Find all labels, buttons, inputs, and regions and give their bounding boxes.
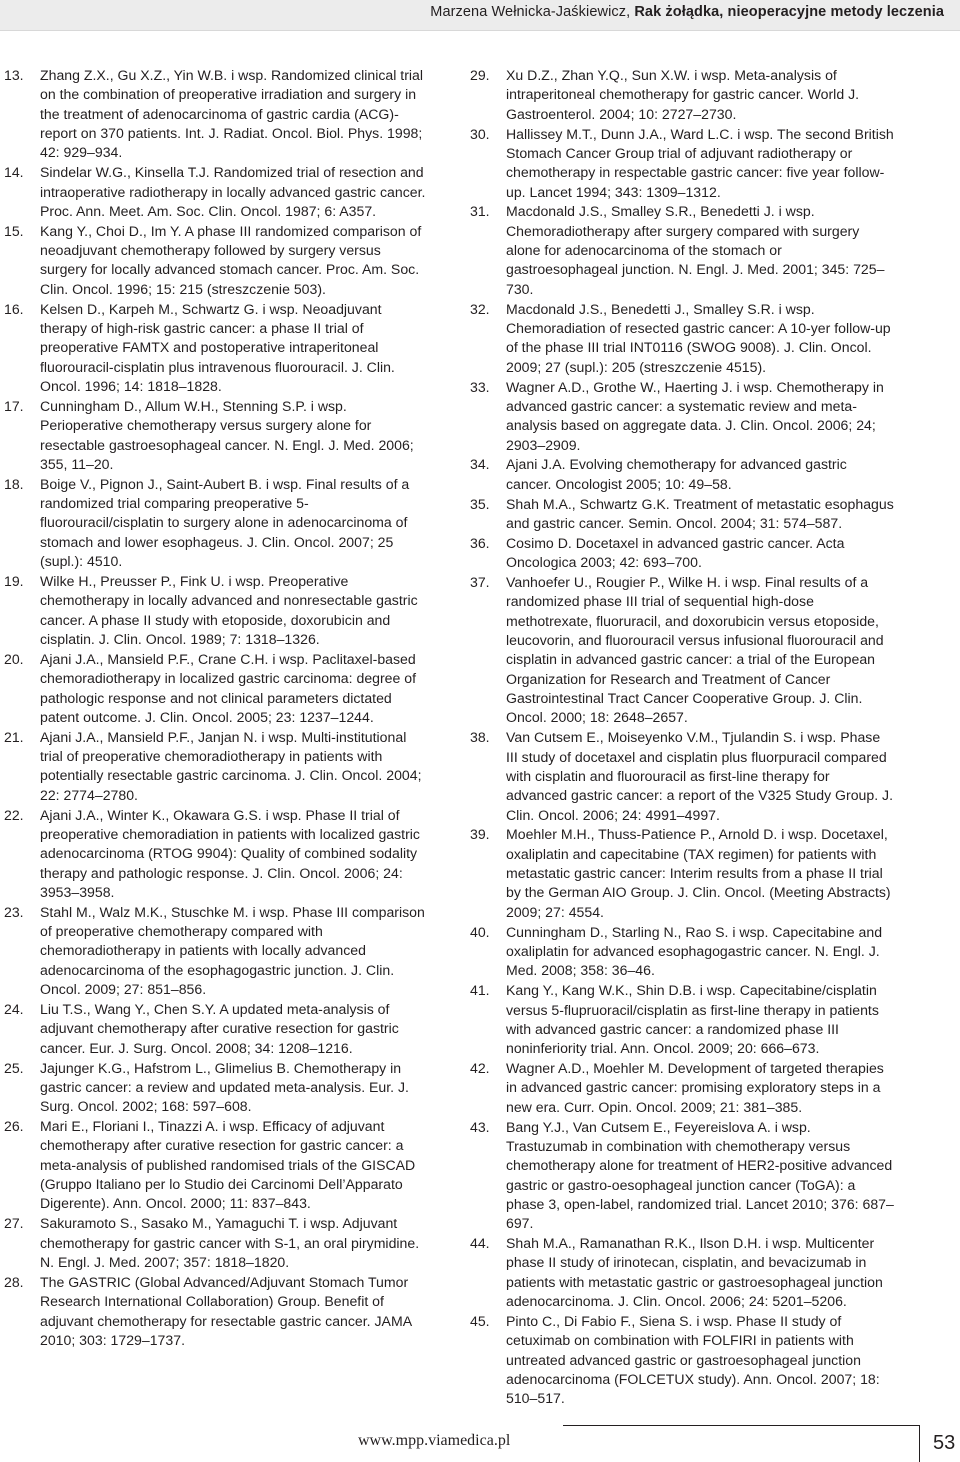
- reference-number: 39.: [470, 826, 490, 843]
- reference-item: [4, 1273, 428, 1350]
- reference-item: [470, 66, 894, 124]
- footer-url[interactable]: www.mpp.viamedica.pl: [358, 1432, 511, 1449]
- reference-item: [470, 495, 894, 534]
- reference-text: Shah M.A., Schwartz G.K. Treatment of metastatic esophagus and gastric cancer. Semin. Oncol. 2004; 31: 574–587.: [506, 495, 894, 531]
- reference-text: Bang Y.J., Van Cutsem E., Feyereislova A. i wsp. Trastuzumab in combination with chemotherapy versus chemotherapy alone for treatment of HER2-positive advanced gastric or gastro-oesophageal junction cancer (ToGA): a phase 3, open-label, randomized trial. Lancet 2010; 376: 687–697.: [506, 1118, 894, 1232]
- reference-number: 37.: [470, 573, 490, 590]
- reference-number: 31.: [470, 203, 490, 220]
- reference-item: [470, 1234, 894, 1311]
- reference-item: [4, 163, 428, 221]
- reference-item: [470, 202, 894, 299]
- reference-text: Ajani J.A. Evolving chemotherapy for advanced gastric cancer. Oncologist 2005; 10: 49–58.: [506, 456, 847, 492]
- references-left-column: [4, 66, 428, 1351]
- reference-number: 44.: [470, 1235, 490, 1252]
- reference-text: Cosimo D. Docetaxel in advanced gastric cancer. Acta Oncologica 2003; 42: 693–700.: [506, 534, 845, 571]
- reference-item: [470, 981, 894, 1058]
- reference-number: 22.: [4, 806, 24, 823]
- footer-rule: [563, 1425, 919, 1426]
- reference-item: [470, 728, 894, 825]
- reference-text: Van Cutsem E., Moiseyenko V.M., Tjulandin S. i wsp. Phase III study of docetaxel and cisplatin plus fluorpuracil compared with cisplatin and fluorouracil as first-line therapy for advanced gastric cancer: a report of the V325 Study Group. J. Clin. Oncol. 2006; 24: 4991–4997.: [506, 729, 894, 823]
- reference-number: 18.: [4, 475, 24, 492]
- reference-number: 41.: [470, 982, 490, 999]
- reference-item: [4, 1214, 428, 1272]
- reference-text: Boige V., Pignon J., Saint-Aubert B. i wsp. Final results of a randomized trial comparing preoperative 5-fluorouracil/cisplatin to surgery alone in adenocarcinoma of stomach and lower esophageus. J. Clin. Oncol. 2007; 25 (supl.): 4510.: [40, 475, 410, 570]
- running-header: [0, 0, 960, 31]
- reference-number: 43.: [470, 1118, 490, 1135]
- reference-item: [4, 1000, 428, 1058]
- reference-number: 20.: [4, 650, 24, 667]
- reference-item: [4, 728, 428, 805]
- reference-item: [470, 125, 894, 202]
- reference-text: Ajani J.A., Mansield P.F., Janjan N. i wsp. Multi-institutional trial of preoperative chemoradiotherapy in patients with potentially resectable gastric carcinoma. J. Clin. Oncol. 2004; 22: 2774–2780.: [40, 728, 422, 803]
- reference-item: [4, 475, 428, 572]
- reference-text: Ajani J.A., Winter K., Okawara G.S. i wsp. Phase II trial of preoperative chemoradiation in patients with localized gastric adenocarcinoma (RTOG 9904): Quality of combined sodality therapy and pathologic response. J. Clin. Oncol. 2006; 24: 3953–3958.: [40, 806, 420, 900]
- reference-number: 34.: [470, 456, 490, 473]
- reference-item: [4, 806, 428, 903]
- reference-number: 21.: [4, 728, 24, 745]
- reference-number: 24.: [4, 1001, 24, 1017]
- reference-number: 32.: [470, 300, 490, 317]
- reference-item: [470, 378, 894, 455]
- reference-text: Xu D.Z., Zhan Y.Q., Sun X.W. i wsp. Meta-analysis of intraperitoneal chemotherapy for gastric cancer. World J. Gastroenterol. 2004; 10: 2727–2730.: [506, 67, 860, 122]
- reference-text: Macdonald J.S., Smalley S.R., Benedetti J. i wsp. Chemoradiotherapy after surgery compared with surgery alone for adenocarcinoma of the stomach or gastroesophageal junction. N. Engl. J. Med. 2001; 345: 725–730.: [506, 203, 885, 297]
- reference-item: [4, 66, 428, 163]
- reference-text: Kang Y., Choi D., Im Y. A phase III randomized comparison of neoadjuvant chemotherapy followed by surgery versus surgery for locally advanced stomach cancer. Proc. Am. Soc. Clin. Oncol. 1996; 15: 215 (streszczenie 503).: [40, 222, 422, 297]
- reference-number: 19.: [4, 572, 24, 589]
- reference-number: 14.: [4, 164, 24, 181]
- reference-item: [4, 650, 428, 727]
- reference-item: [4, 397, 428, 474]
- reference-text: Kelsen D., Karpeh M., Schwartz G. i wsp. Neoadjuvant therapy of high-risk gastric cancer: a phase II trial of preoperative FAMTX and postoperative intraperitoneal fluorouracil-cisplatin plus intravenous fluorouracil. J. Clin. Oncol. 1996; 14: 1818–1828.: [40, 300, 395, 394]
- header-authors: Marzena Wełnicka-Jaśkiewicz,: [430, 4, 631, 20]
- reference-text: Ajani J.A., Mansield P.F., Crane C.H. i wsp. Paclitaxel-based chemoradiotherapy in localized gastric carcinoma: degree of pathologic response and not clinical parameters dictated patent outcome. J. Clin. Oncol. 2005; 23: 1237–1244.: [40, 650, 417, 725]
- reference-text: Shah M.A., Ramanathan R.K., Ilson D.H. i wsp. Multicenter phase II study of irinotecan, cisplatin, and bevacizumab in patients with metastatic gastric or gastroesophageal junction adenocarcinoma. J. Clin. Oncol. 2006; 24: 5201–5206.: [506, 1235, 883, 1310]
- reference-text: Wagner A.D., Moehler M. Development of targeted therapies in advanced gastric cancer: promising exploratory steps in a new era. Curr. Opin. Oncol. 2009; 21: 381–385.: [506, 1060, 884, 1115]
- reference-number: 30.: [470, 125, 490, 142]
- reference-number: 29.: [470, 67, 490, 83]
- running-header-text: [430, 4, 944, 20]
- reference-text: Pinto C., Di Fabio F., Siena S. i wsp. Phase II study of cetuximab on combination with FOLFIRI in patients with untreated advanced gastric or gastroesophageal junction adenocarcinoma (FOLCETUX study). Ann. Oncol. 2007; 18: 510–517.: [506, 1313, 880, 1407]
- reference-number: 26.: [4, 1118, 24, 1135]
- reference-item: [4, 903, 428, 1000]
- reference-item: [4, 222, 428, 299]
- reference-text: Sindelar W.G., Kinsella T.J. Randomized trial of resection and intraoperative radiotherapy in locally advanced gastric cancer. Proc. Ann. Meet. Am. Soc. Clin. Oncol. 1987; 6: A357.: [40, 164, 426, 219]
- header-title: Rak żołądka, nieoperacyjne metody leczenia: [634, 4, 944, 20]
- reference-number: 25.: [4, 1059, 24, 1076]
- reference-number: 40.: [470, 923, 490, 940]
- reference-number: 36.: [470, 534, 490, 551]
- reference-number: 17.: [4, 397, 24, 414]
- reference-text: Mari E., Floriani I., Tinazzi A. i wsp. Efficacy of adjuvant chemotherapy after curative resection for gastric cancer: a meta-analysis of published randomised trials of the GISCAD (Gruppo Italiano per lo Studio dei Carcinomi Dell’Apparato Digerente). Ann. Oncol. 2000; 11: 837–843.: [40, 1118, 416, 1212]
- reference-item: [4, 1059, 428, 1117]
- reference-item: [470, 825, 894, 922]
- reference-item: [470, 1312, 894, 1409]
- reference-item: [470, 1118, 894, 1234]
- reference-number: 16.: [4, 300, 24, 317]
- reference-number: 28.: [4, 1273, 24, 1290]
- reference-item: [4, 572, 428, 649]
- reference-number: 33.: [470, 378, 490, 395]
- references-right-column: [470, 66, 894, 1409]
- reference-number: 23.: [4, 903, 24, 920]
- reference-item: [470, 923, 894, 981]
- reference-item: [4, 300, 428, 397]
- reference-text: Wagner A.D., Grothe W., Haerting J. i wsp. Chemotherapy in advanced gastric cancer: a systematic review and meta-analysis based on aggregate data. J. Clin. Oncol. 2006; 24; 2903–2909.: [506, 378, 884, 453]
- reference-number: 35.: [470, 495, 490, 512]
- reference-number: 42.: [470, 1060, 490, 1077]
- reference-text: Jajunger K.G., Hafstrom L., Glimelius B. Chemotherapy in gastric cancer: a review and updated meta-analysis. Eur. J. Surg. Oncol. 2002; 168: 597–608.: [40, 1059, 409, 1115]
- reference-number: 13.: [4, 67, 24, 83]
- reference-text: Moehler M.H., Thuss-Patience P., Arnold D. i wsp. Docetaxel, oxaliplatin and capecitabine (TAX regimen) for patients with metastatic gastric cancer: Interim results from a phase II trial by the German AIO Group. J. Clin. Oncol. (Meeting Abstracts) 2009; 27: 4554.: [506, 826, 891, 920]
- reference-number: 15.: [4, 222, 24, 239]
- reference-item: [470, 455, 894, 494]
- reference-item: [470, 300, 894, 377]
- reference-text: Zhang Z.X., Gu X.Z., Yin W.B. i wsp. Randomized clinical trial on the combination of preoperative irradiation and surgery in the treatment of adenocarcinoma of gastric cardia (ACG)-report on 370 patients. Int. J. Radiat. Oncol. Biol. Phys. 1998; 42: 929–934.: [40, 67, 424, 161]
- reference-item: [470, 1059, 894, 1117]
- reference-item: [470, 534, 894, 573]
- reference-text: Cunningham D., Starling N., Rao S. i wsp. Capecitabine and oxaliplatin for advanced esophagogastric cancer. N. Engl. J. Med. 2008; 358: 36–46.: [506, 923, 883, 979]
- footer-vertical-rule: [919, 1425, 920, 1462]
- reference-text: The GASTRIC (Global Advanced/Adjuvant Stomach Tumor Research International Collaboration) Group. Benefit of adjuvant chemotherapy for resectable gastric cancer. JAMA 2010; 303: 1729–1737.: [40, 1273, 412, 1348]
- reference-text: Wilke H., Preusser P., Fink U. i wsp. Preoperative chemotherapy in locally advanced and nonresectable gastric cancer. A phase II study with etoposide, doxorubicin and cisplatin. J. Clin. Oncol. 1989; 7: 1318–1326.: [40, 572, 418, 647]
- reference-text: Macdonald J.S., Benedetti J., Smalley S.R. i wsp. Chemoradiation of resected gastric cancer: A 10-yer follow-up of the phase III trial INT0116 (SWOG 9008). J. Clin. Oncol. 2009; 27 (supl.): 205 (streszczenie 4515).: [506, 300, 891, 375]
- reference-text: Hallissey M.T., Dunn J.A., Ward L.C. i wsp. The second British Stomach Cancer Group trial of adjuvant radiotherapy or chemotherapy in respectable gastric cancer: five year follow-up. Lancet 1994; 343: 1309–1312.: [506, 125, 894, 200]
- reference-text: Stahl M., Walz M.K., Stuschke M. i wsp. Phase III comparison of preoperative chemotherapy compared with chemoradiotherapy in patients with locally advanced adenocarcinoma of the esophagogastric junction. J. Clin. Oncol. 2009; 27: 851–856.: [40, 903, 425, 998]
- reference-text: Liu T.S., Wang Y., Chen S.Y. A updated meta-analysis of adjuvant chemotherapy after curative resection for gastric cancer. Eur. J. Surg. Oncol. 2008; 34: 1208–1216.: [40, 1001, 399, 1056]
- page-number: 53: [933, 1432, 956, 1454]
- reference-item: [4, 1117, 428, 1214]
- reference-text: Sakuramoto S., Sasako M., Yamaguchi T. i wsp. Adjuvant chemotherapy for gastric cancer with S-1, an oral pirymidine. N. Engl. J. Med. 2007; 357: 1818–1820.: [40, 1215, 420, 1270]
- reference-item: [470, 573, 894, 728]
- reference-text: Cunningham D., Allum W.H., Stenning S.P. i wsp. Perioperative chemotherapy versus surgery alone for resectable gastroesophageal cancer. N. Engl. J. Med. 2006; 355, 11–20.: [40, 397, 414, 472]
- reference-number: 27.: [4, 1215, 24, 1232]
- reference-number: 38.: [470, 729, 490, 746]
- reference-text: Vanhoefer U., Rougier P., Wilke H. i wsp. Final results of a randomized phase III trial of sequential high-dose methotrexate, fluoruracil, and doxorubicin versus etoposide, leucovorin, and fluorouracil versus infusional fluorouracil and cisplatin in advanced gastric cancer: a trial of the European Organization for Research and Treatment of Cancer Gastrointestinal Tract Cancer Cooperative Group. J. Clin. Oncol. 2000; 18: 2648–2657.: [506, 573, 884, 726]
- reference-number: 45.: [470, 1313, 490, 1329]
- reference-text: Kang Y., Kang W.K., Shin D.B. i wsp. Capecitabine/cisplatin versus 5-flupruoracil/cisplatin as first-line therapy in patients with advanced gastric cancer: a randomized phase III noninferiority trial. Ann. Oncol. 2009; 20: 666–673.: [506, 982, 879, 1057]
